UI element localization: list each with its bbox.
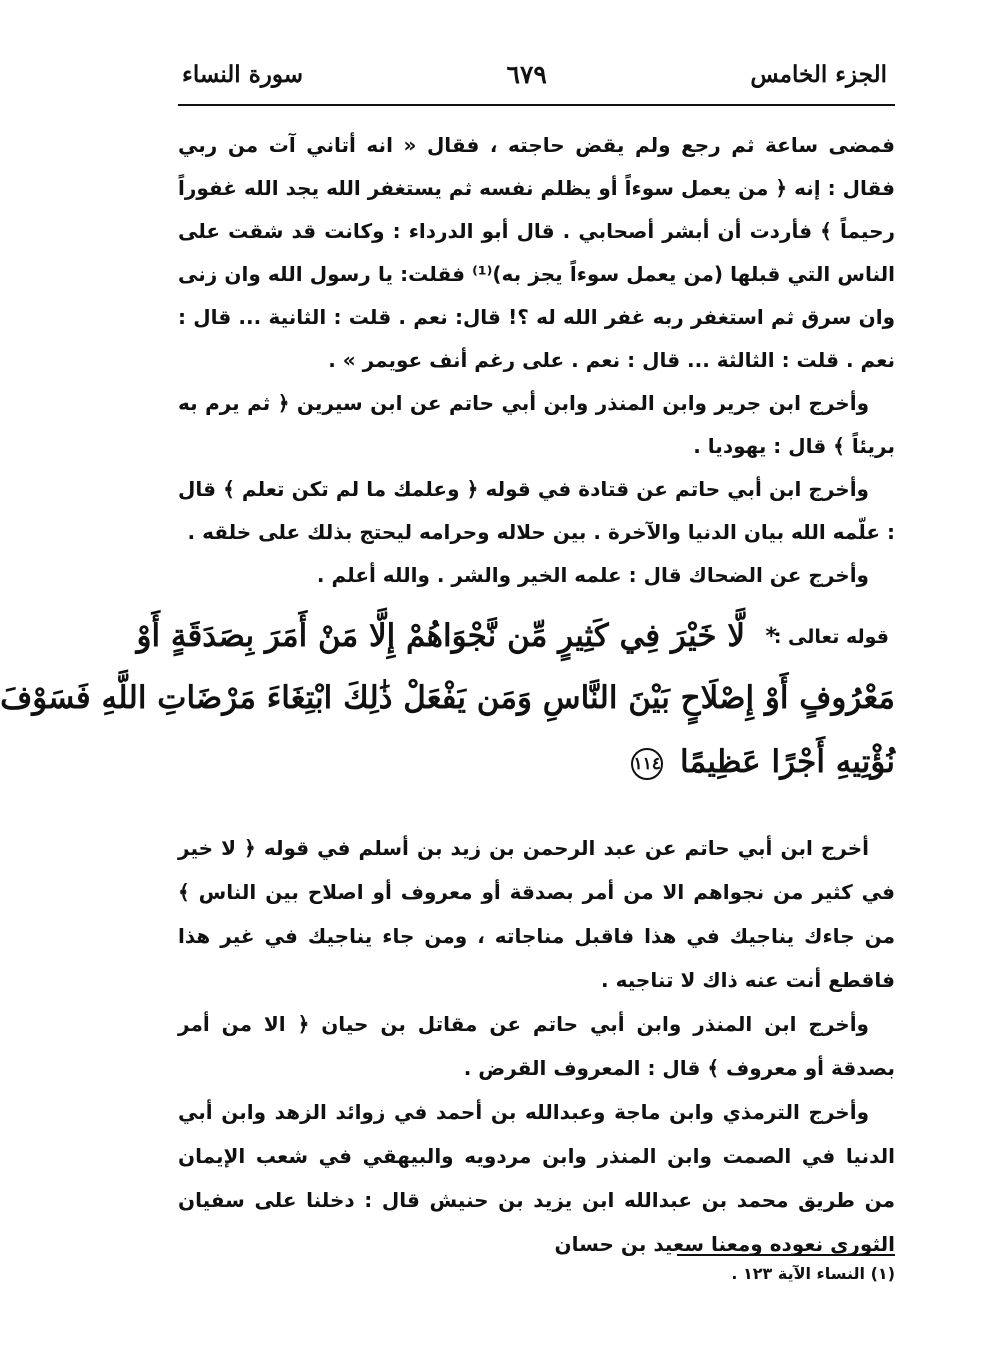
star-marker: *	[765, 624, 777, 649]
paragraph: وأخرج ابن أبي حاتم عن قتادة في قوله ﴿ وعلمك ما لم تكن تعلم ﴾ قال : علّمه الله بيان الدنيا والآخرة . بين حلاله وحرامه ليحتج بذلك على خلقه .	[178, 477, 895, 544]
verse-line-1: لَّا خَيْرَ فِي كَثِيرٍ مِّن نَّجْوَاهُمْ إِلَّا مَنْ أَمَرَ بِصَدَقَةٍ أَوْ	[136, 618, 745, 654]
paragraph: وأخرج ابن جرير وابن المنذر وابن أبي حاتم عن ابن سيرين ﴿ ثم يرم به بريئاً ﴾ قال : يهوديا .	[178, 391, 895, 458]
paragraph: أخرج ابن أبي حاتم عن عبد الرحمن بن زيد بن أسلم في قوله ﴿ لا خير في كثير من نجواهم الا من أمر بصدقة أو معروف أو اصلاح بين الناس ﴾ من جاءك يناجيك في هذا فاقبل مناجاته ، ومن جاء يناجيك في غير هذا فاقطع أنت عنه ذاك لا تناجيه .	[178, 836, 895, 992]
surah-title: سورة النساء	[182, 60, 304, 88]
verse-intro: قوله تعالى :	[773, 626, 889, 648]
ayah-number-marker: ١١٤	[631, 748, 663, 780]
paragraph: وأخرج الترمذي وابن ماجة وعبدالله بن أحمد في زوائد الزهد وابن أبي الدنيا في الصمت وابن المنذر وابن مردويه والبيهقي في شعب الإيمان من طريق محمد بن عبدالله ابن يزيد بن حنيش قال : دخلنا على سفيان الثوري نعوده ومعنا سعيد بن حسان	[178, 1100, 895, 1256]
page-header	[182, 52, 887, 96]
quran-verse-block	[0, 612, 895, 792]
paragraph: فمضى ساعة ثم رجع ولم يقض حاجته ، فقال « انه أتاني آت من ربي فقال : إنه ﴿ من يعمل سوءاً أو يظلم نفسه ثم يستغفر الله يجد الله غفوراً رحيماً ﴾ فأردت أن أبشر أصحابي . قال أبو الدرداء : وكانت قد شقت على الناس التي قبلها (من يعمل سوءاً يجز به)⁽¹⁾ فقلت: يا رسول الله وان زنى وان سرق ثم استغفر ربه غفر الله له ؟! قال: نعم . قلت : الثانية ... قال : نعم . قلت : الثالثة ... قال : نعم . على رغم أنف عويمر » .	[178, 133, 895, 372]
part-title: الجزء الخامس	[750, 60, 887, 88]
footnote-rule	[677, 1254, 895, 1256]
verse-line-2: مَعْرُوفٍ أَوْ إِصْلَاحٍ بَيْنَ النَّاسِ وَمَن يَفْعَلْ ذَٰلِكَ ابْتِغَاءَ مَرْضَاتِ اللَّهِ فَسَوْفَ	[0, 680, 895, 716]
header-rule	[178, 104, 895, 106]
verse-line-3	[631, 732, 895, 792]
paragraph: وأخرج ابن المنذر وابن أبي حاتم عن مقاتل بن حيان ﴿ الا من أمر بصدقة أو معروف ﴾ قال : المعروف القرض .	[178, 1012, 895, 1080]
body-text-bottom	[178, 826, 895, 1266]
body-text-top	[178, 124, 895, 597]
paragraph: وأخرج عن الضحاك قال : علمه الخير والشر . والله أعلم .	[316, 563, 869, 587]
page-number: ٦٧٩	[506, 59, 547, 89]
verse-line-3-text: نُؤْتِيهِ أَجْرًا عَظِيمًا	[680, 744, 895, 780]
footnote: (١) النساء الآية ١٢٣ .	[731, 1264, 895, 1283]
